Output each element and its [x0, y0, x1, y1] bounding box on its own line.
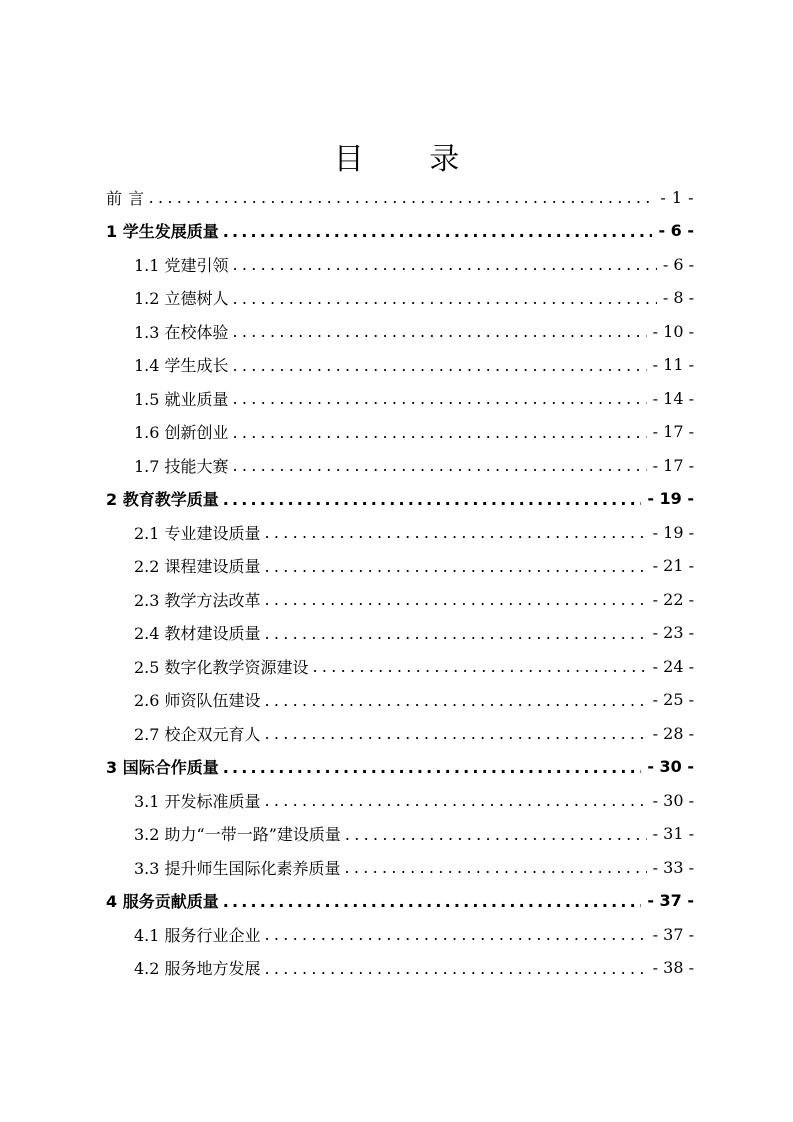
toc-page-number: - 10 - — [652, 321, 694, 341]
toc-page-number: - 22 - — [652, 589, 694, 609]
toc-entry-label: 3.1 开发标准质量 — [134, 791, 261, 811]
toc-dot-leader — [345, 819, 647, 849]
toc-dot-leader — [265, 718, 647, 748]
toc-page-number: - 17 - — [652, 455, 694, 475]
toc-dot-leader — [233, 350, 647, 380]
toc-entry-label: 2.4 教材建设质量 — [134, 624, 261, 643]
toc-entry-label: 2 教育教学质量 — [106, 490, 219, 509]
toc-page-number: - 14 - — [652, 388, 694, 408]
toc-section-entry[interactable] — [134, 819, 694, 849]
toc-dot-leader — [265, 919, 647, 949]
toc-entry-label: 1 学生发展质量 — [106, 222, 219, 241]
toc-section-entry[interactable] — [134, 249, 694, 279]
toc-dot-leader — [233, 450, 647, 480]
toc-page-number: - 23 - — [652, 623, 694, 642]
toc-section-entry[interactable] — [134, 852, 694, 882]
toc-entry-label: 4.2 服务地方发展 — [134, 959, 261, 978]
toc-list — [0, 182, 793, 1002]
toc-page-number: - 25 - — [652, 690, 694, 709]
toc-entry-label: 前 言 — [106, 188, 145, 208]
toc-section-entry[interactable] — [134, 417, 694, 447]
toc-page-number: - 38 - — [652, 958, 694, 977]
toc-section-entry[interactable] — [134, 584, 694, 614]
toc-dot-leader — [233, 283, 657, 313]
toc-entry-label: 1.6 创新创业 — [134, 423, 229, 442]
toc-dot-leader — [223, 216, 653, 246]
toc-dot-leader — [233, 316, 647, 346]
toc-dot-leader — [233, 249, 657, 279]
toc-dot-leader — [265, 685, 647, 715]
toc-page-number: - 1 - — [660, 187, 694, 207]
toc-dot-leader — [149, 182, 655, 212]
toc-entry-label: 2.3 教学方法改革 — [134, 590, 261, 610]
toc-page-number: - 33 - — [652, 857, 694, 877]
toc-page-number: - 30 - — [652, 790, 694, 810]
toc-section-entry[interactable] — [134, 953, 694, 983]
toc-section-entry[interactable] — [134, 551, 694, 581]
toc-section-entry[interactable] — [134, 718, 694, 748]
toc-page-number: - 19 - — [647, 489, 694, 508]
toc-dot-leader — [313, 651, 647, 681]
toc-entry-label: 2.1 专业建设质量 — [134, 523, 261, 543]
toc-page-number: - 11 - — [652, 355, 694, 374]
toc-chapter-entry[interactable] — [106, 886, 694, 916]
toc-dot-leader — [345, 852, 647, 882]
toc-dot-leader — [223, 752, 642, 782]
toc-entry-label: 1.5 就业质量 — [134, 389, 229, 409]
toc-section-entry[interactable] — [134, 785, 694, 815]
toc-page-number: - 8 - — [662, 288, 694, 307]
toc-chapter-entry[interactable] — [106, 484, 694, 514]
toc-entry-label: 2.2 课程建设质量 — [134, 557, 261, 576]
toc-section-entry[interactable] — [134, 651, 694, 681]
toc-section-entry[interactable] — [134, 316, 694, 346]
toc-entry-label: 1.4 学生成长 — [134, 356, 229, 375]
toc-dot-leader — [233, 383, 647, 413]
toc-entry-label: 4 服务贡献质量 — [106, 892, 219, 911]
toc-chapter-entry[interactable] — [106, 216, 694, 246]
toc-entry-label: 1.3 在校体验 — [134, 322, 229, 342]
toc-entry-label: 2.6 师资队伍建设 — [134, 691, 261, 710]
toc-dot-leader — [233, 417, 647, 447]
toc-section-entry[interactable] — [134, 383, 694, 413]
toc-dot-leader — [265, 551, 647, 581]
toc-dot-leader — [265, 953, 647, 983]
toc-entry-label: 3.2 助力“一带一路”建设质量 — [134, 825, 341, 844]
toc-page-number: - 17 - — [652, 422, 694, 441]
toc-page-number: - 24 - — [652, 656, 694, 676]
toc-dot-leader — [223, 484, 642, 514]
toc-entry-label: 1.1 党建引领 — [134, 255, 229, 275]
toc-page-number: - 28 - — [652, 723, 694, 743]
toc-entry-label: 2.7 校企双元育人 — [134, 724, 261, 744]
toc-page-number: - 37 - — [647, 891, 694, 910]
page-title: 目 录 — [333, 142, 488, 177]
toc-section-entry[interactable] — [134, 450, 694, 480]
toc-page-number: - 6 - — [662, 254, 694, 274]
toc-entry-label: 1.7 技能大赛 — [134, 456, 229, 476]
toc-section-entry[interactable] — [134, 685, 694, 715]
toc-dot-leader — [265, 517, 647, 547]
toc-entry-label: 4.1 服务行业企业 — [134, 925, 261, 945]
toc-section-entry[interactable] — [134, 618, 694, 648]
toc-dot-leader — [265, 584, 647, 614]
toc-dot-leader — [265, 785, 647, 815]
toc-section-entry[interactable] — [134, 283, 694, 313]
toc-page-number: - 21 - — [652, 556, 694, 575]
toc-section-entry[interactable] — [134, 919, 694, 949]
toc-entry-label: 3 国际合作质量 — [106, 758, 219, 777]
toc-page-number: - 30 - — [647, 757, 694, 776]
toc-entry-label: 3.3 提升师生国际化素养质量 — [134, 858, 341, 878]
toc-page-number: - 31 - — [652, 824, 694, 843]
toc-section-entry[interactable] — [134, 350, 694, 380]
toc-entry-label: 1.2 立德树人 — [134, 289, 229, 308]
toc-dot-leader — [265, 618, 647, 648]
toc-page-number: - 37 - — [652, 924, 694, 944]
toc-page-number: - 6 - — [658, 221, 694, 240]
toc-section-entry[interactable] — [134, 517, 694, 547]
toc-dot-leader — [223, 886, 642, 916]
toc-page-number: - 19 - — [652, 522, 694, 542]
toc-preface-entry[interactable] — [106, 182, 694, 212]
toc-chapter-entry[interactable] — [106, 752, 694, 782]
toc-entry-label: 2.5 数字化教学资源建设 — [134, 657, 309, 677]
